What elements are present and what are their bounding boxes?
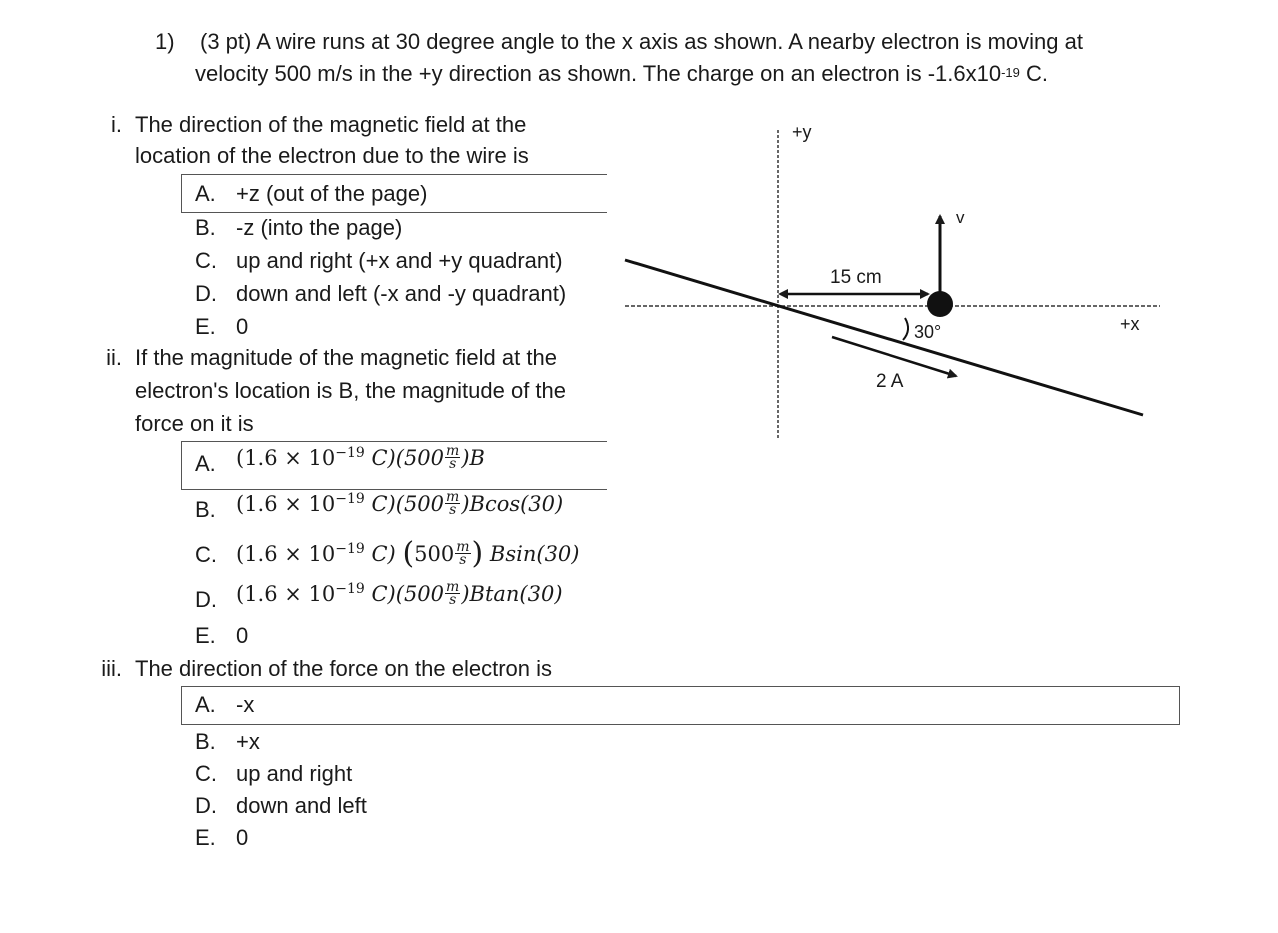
units-fraction: $\frac{m}{s}$ (446, 579, 460, 608)
angle-label: 30° (914, 322, 942, 342)
part-ii-prompt-line-3: force on it is (135, 411, 254, 436)
units-fraction: $\frac{m}{s}$ (456, 539, 470, 568)
part-i-option-b-letter: B. (195, 215, 216, 240)
electron (927, 291, 953, 317)
part-i-option-c[interactable]: up and right (+x and +y quadrant) (236, 248, 563, 273)
part-i-option-b[interactable]: -z (into the page) (236, 215, 403, 240)
part-i-option-a[interactable]: +z (out of the page) (236, 181, 428, 206)
part-iii-prompt-line-1: The direction of the force on the electron is (135, 656, 553, 681)
part-i-option-d-letter: D. (195, 281, 217, 306)
current-label: 2 A (876, 371, 904, 392)
part-ii-option-c[interactable]: ($1.6 \times 10^{-19}$ C) (500 $\frac{m}{s}$ ) Bsin(30) (236, 536, 580, 571)
x-axis-label: +x (1120, 314, 1140, 334)
part-i-option-a-letter: A. (195, 181, 216, 206)
part-ii-option-d[interactable]: ($1.6 \times 10^{-19}$ C)(500 $\frac{m}{s}$ )Btan(30) (236, 579, 563, 608)
part-iii-option-b[interactable]: +x (236, 729, 260, 754)
part-ii-numeral: ii. (106, 345, 122, 370)
part-ii-option-b[interactable]: ($1.6 \times 10^{-19}$ C)(500 $\frac{m}{s}$ )Bcos(30) (236, 489, 564, 518)
part-iii-option-a-letter: A. (195, 692, 216, 717)
part-iii-option-c[interactable]: up and right (236, 761, 353, 786)
part-ii-option-a-letter: A. (195, 451, 216, 476)
part-iii-option-b-letter: B. (195, 729, 216, 754)
part-ii-prompt-line-1: If the magnitude of the magnetic field at the (135, 345, 557, 370)
part-iii-option-a[interactable]: -x (236, 692, 255, 717)
units-fraction: $\frac{m}{s}$ (446, 489, 460, 518)
part-iii-option-d-letter: D. (195, 793, 217, 818)
angle-arc (903, 318, 908, 340)
distance-label: 15 cm (830, 267, 882, 288)
question-text-line-2: velocity 500 m/s in the +y direction as shown. The charge on an electron is $-1.6x10^{-19}$ C. (195, 61, 1049, 86)
part-ii-option-b-letter: B. (195, 497, 216, 522)
part-i-option-c-letter: C. (195, 248, 217, 273)
part-i-numeral: i. (111, 112, 122, 137)
question-number: 1) (155, 29, 175, 54)
part-iii-option-e-letter: E. (195, 825, 216, 850)
part-iii-option-e[interactable]: 0 (236, 825, 249, 850)
part-i-option-d[interactable]: down and left (-x and -y quadrant) (236, 281, 567, 306)
units-fraction: $\frac{m}{s}$ (446, 443, 460, 472)
part-i-prompt-line-1: The direction of the magnetic field at the (135, 112, 527, 137)
part-ii-prompt-line-2: electron's location is B, the magnitude of the (135, 378, 567, 403)
part-ii-option-d-letter: D. (195, 587, 217, 612)
part-ii-option-e-letter: E. (195, 623, 216, 648)
part-i-option-e[interactable]: 0 (236, 314, 249, 339)
part-iii-option-c-letter: C. (195, 761, 217, 786)
part-iii-numeral: iii. (101, 656, 122, 681)
part-ii-option-a[interactable]: ($1.6 \times 10^{-19}$ C)(500 $\frac{m}{s}$ )B (236, 443, 485, 472)
question-text-line-1: (3 pt) A wire runs at 30 degree angle to the x axis as shown. A nearby electron is moving at (200, 29, 1083, 54)
part-ii-option-c-letter: C. (195, 542, 217, 567)
velocity-label: v (956, 208, 965, 227)
part-i-prompt-line-2: location of the electron due to the wire is (135, 143, 529, 168)
part-i-option-e-letter: E. (195, 314, 216, 339)
part-ii-option-e[interactable]: 0 (236, 623, 249, 648)
part-iii-option-d[interactable]: down and left (236, 793, 367, 818)
y-axis-label: +y (792, 122, 812, 142)
